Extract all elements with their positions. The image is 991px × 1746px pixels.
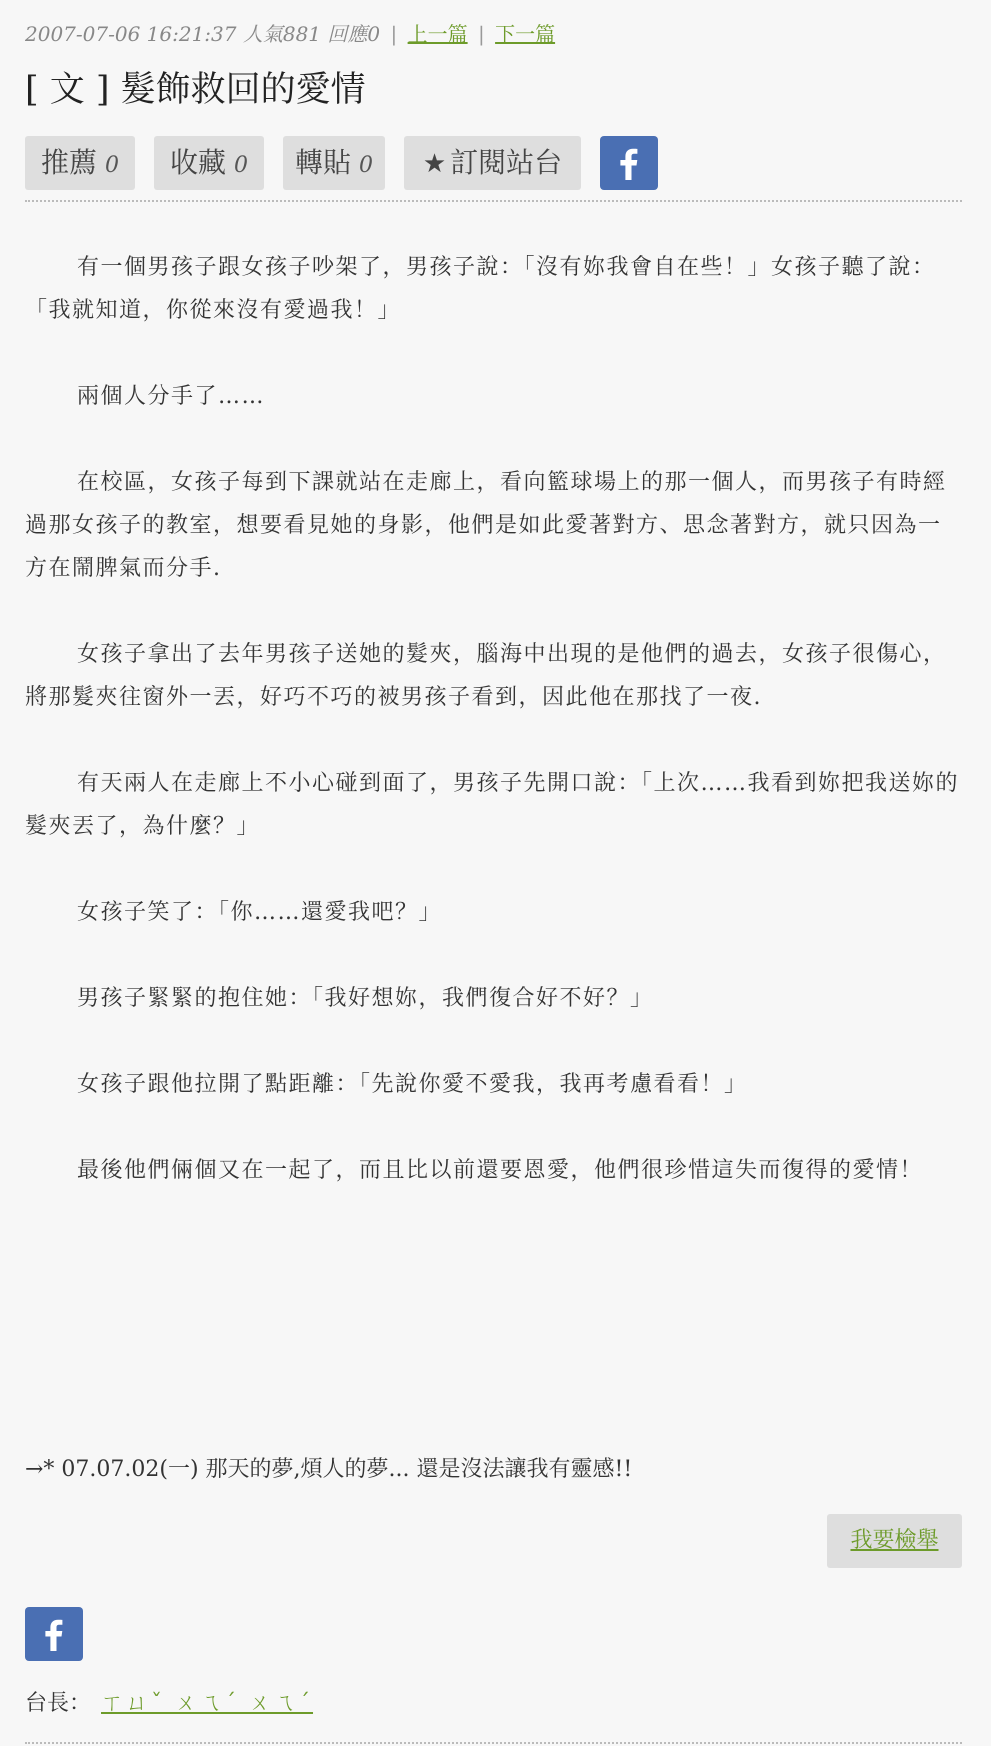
related-post-text: →* 07.07.02(一) 那天的夢,煩人的夢... 還是沒法讓我有靈感!!	[25, 1457, 633, 1482]
facebook-icon	[25, 1607, 83, 1661]
subscribe-label: 訂閱站台	[450, 146, 563, 179]
prev-post-link[interactable]: 上一篇	[407, 22, 468, 46]
action-bar	[25, 136, 962, 190]
article-paragraph: 女孩子拿出了去年男孩子送她的髮夾，腦海中出現的是他們的過去，女孩子很傷心，將那髮夾往窗外一丟，好巧不巧的被男孩子看到，因此他在那找了一夜.	[25, 642, 947, 710]
collect-count: 0	[234, 153, 248, 178]
article-paragraph: 男孩子緊緊的抱住她：「我好想妳，我們復合好不好？」	[77, 986, 654, 1011]
facebook-share-button-bottom[interactable]	[25, 1607, 83, 1661]
article-paragraph: 女孩子跟他拉開了點距離：「先說你愛不愛我，我再考慮看看！」	[77, 1072, 748, 1097]
divider	[25, 200, 962, 202]
article-paragraph: 女孩子笑了：「你……還愛我吧？」	[77, 900, 443, 925]
article-paragraph: 最後他們倆個又在一起了，而且比以前還要恩愛，他們很珍惜這失而復得的愛情！	[77, 1158, 924, 1183]
collect-label: 收藏	[169, 146, 226, 179]
recommend-label: 推薦	[40, 146, 97, 179]
view-count: 人氣881	[242, 22, 322, 46]
separator: |	[477, 22, 485, 46]
collect-button[interactable]	[154, 136, 264, 190]
repost-button[interactable]	[283, 136, 385, 190]
subscribe-button[interactable]	[404, 136, 581, 190]
owner-label: 台長：	[25, 1691, 92, 1716]
report-link[interactable]: 我要檢舉	[850, 1528, 939, 1553]
post-timestamp: 2007-07-06 16:21:37	[25, 22, 237, 46]
owner-name-link[interactable]: ㄒㄩˇ ㄨㄟˊ ㄨㄟˊ	[101, 1691, 314, 1716]
separator: |	[390, 22, 398, 46]
article-paragraph: 有一個男孩子跟女孩子吵架了，男孩子說：「沒有妳我會自在些！」女孩子聽了說：「我就知道，你從來沒有愛過我！」	[25, 255, 936, 323]
article-meta	[25, 18, 555, 47]
repost-label: 轉貼	[294, 146, 351, 179]
divider	[25, 1742, 962, 1744]
blog-owner	[25, 1686, 313, 1717]
reply-count: 回應0	[327, 22, 381, 46]
report-button[interactable]	[827, 1514, 962, 1568]
article-paragraph: 在校區，女孩子每到下課就站在走廊上，看向籃球場上的那一個人，而男孩子有時經過那女孩子的教室，想要看見她的身影，他們是如此愛著對方、思念著對方，就只因為一方在鬧脾氣而分手.	[25, 470, 947, 581]
recommend-count: 0	[105, 153, 119, 178]
star-icon: ★	[422, 149, 447, 179]
facebook-icon	[600, 136, 658, 190]
next-post-link[interactable]: 下一篇	[495, 22, 556, 46]
recommend-button[interactable]	[25, 136, 135, 190]
article-paragraph: 有天兩人在走廊上不小心碰到面了，男孩子先開口說：「上次……我看到妳把我送妳的髮夾丟了，為什麼？」	[25, 771, 960, 839]
repost-count: 0	[359, 153, 373, 178]
article-paragraph: 兩個人分手了……	[77, 384, 266, 409]
article-body	[25, 246, 962, 1235]
page-title: [ 文 ] 髮飾救回的愛情	[25, 70, 366, 110]
facebook-share-button[interactable]	[600, 136, 658, 190]
